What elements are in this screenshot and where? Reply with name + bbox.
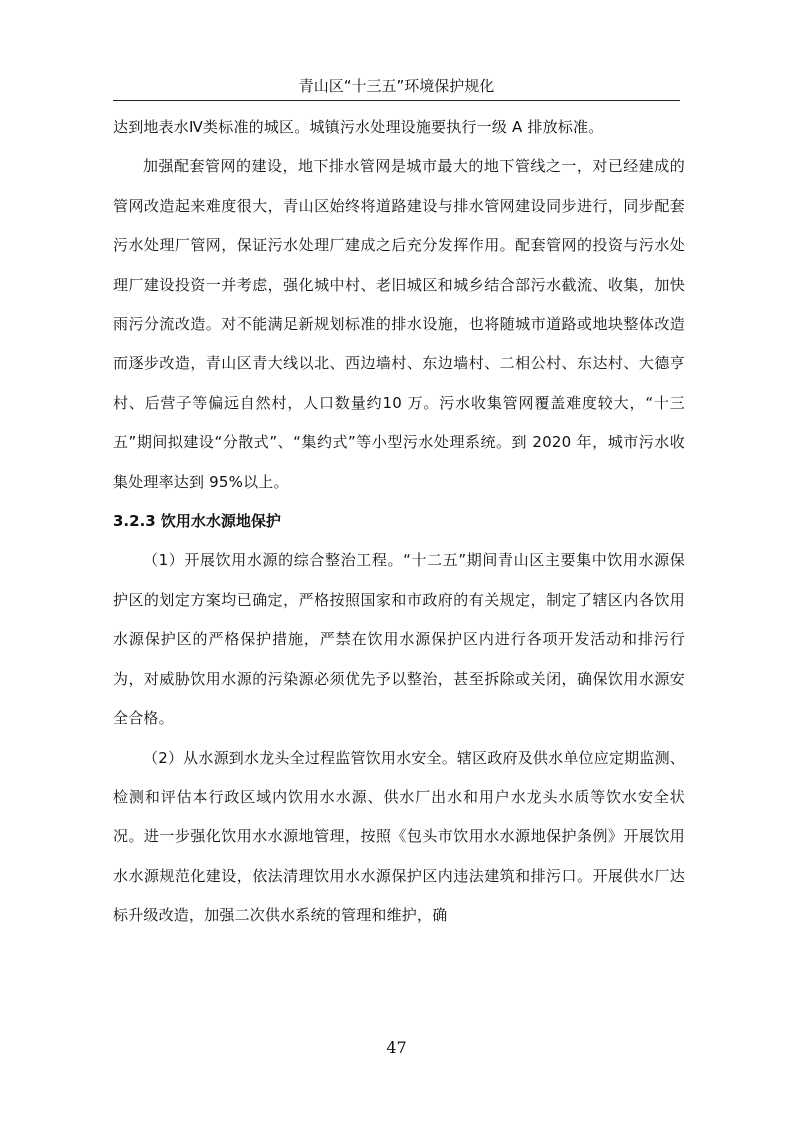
running-header: 青山区“十三五”环境保护规化	[113, 72, 680, 101]
page-body	[113, 108, 685, 936]
paragraph-pipe-network: 加强配套管网的建设，地下排水管网是城市最大的地下管线之一，对已经建成的管网改造起来难度很大，青山区始终将道路建设与排水管网建设同步进行，同步配套污水处理厂管网，保证污水处理厂建成之后充分发挥作用。配套管网的投资与污水处理厂建设投资一并考虑，强化城中村、老旧城区和城乡结合部污水截流、收集，加快雨污分流改造。对不能满足新规划标准的排水设施，也将随城市道路或地块整体改造而逐步改造，青山区青大线以北、西边墙村、东边墙村、二相公村、东达村、大德亨村、后营子等偏远自然村，人口数量约10 万。污水收集管网覆盖难度较大，“十三五”期间拟建设“分散式”、“集约式”等小型污水处理系统。到 2020 年，城市污水收集处理率达到 95%以上。	[113, 157, 685, 491]
section-heading-water-source-protection: 3.2.3 饮用水水源地保护	[113, 512, 281, 531]
page-number: 47	[386, 1038, 407, 1057]
paragraph-wastewater-standard: 达到地表水Ⅳ类标准的城区。城镇污水处理设施要执行一级 A 排放标准。	[113, 118, 604, 136]
paragraph-water-source-remediation: （1）开展饮用水源的综合整治工程。“十二五”期间青山区主要集中饮用水源保护区的划定方案均已确定，严格按照国家和市政府的有关规定，制定了辖区内各饮用水源保护区的严格保护措施，严禁在饮用水源保护区内进行各项开发活动和排污行为，对威胁饮用水源的污染源必须优先予以整治，甚至拆除或关闭，确保饮用水源安全合格。	[113, 551, 685, 728]
paragraph-drinking-water-supervision: （2）从水源到水龙头全过程监管饮用水安全。辖区政府及供水单位应定期监测、检测和评估本行政区域内饮用水水源、供水厂出水和用户水龙头水质等饮水安全状况。进一步强化饮用水水源地管理，按照《包头市饮用水水源地保护条例》开展饮用水水源规范化建设，依法清理饮用水水源保护区内违法建筑和排污口。开展供水厂达标升级改造，加强二次供水系统的管理和维护，确	[113, 748, 685, 925]
